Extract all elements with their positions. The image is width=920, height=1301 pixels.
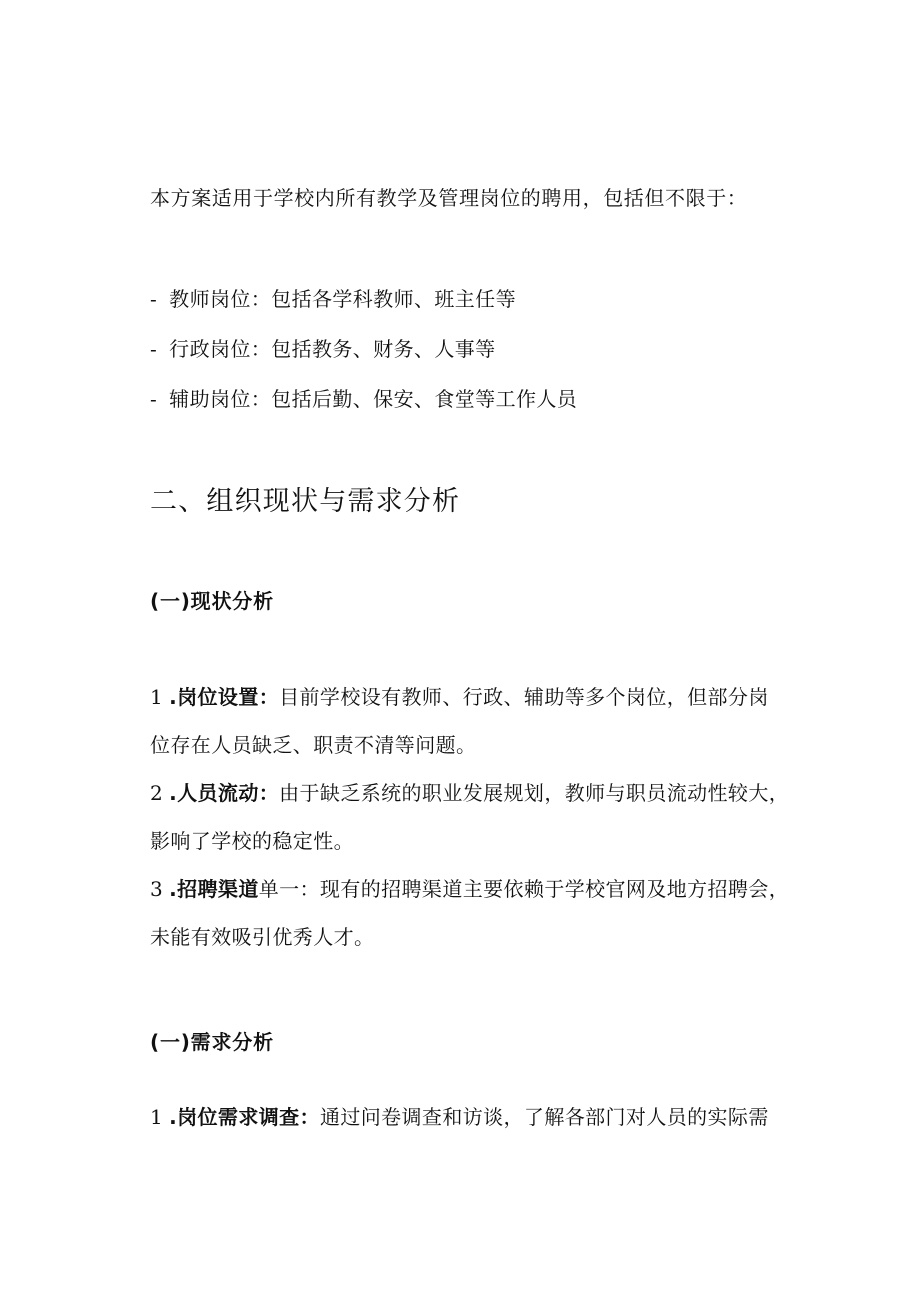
scope-list-item: - 教师岗位：包括各学科教师、班主任等 — [150, 287, 516, 311]
subsection-heading-needs: (一)需求分析 — [150, 1030, 274, 1054]
status-item-3-line1: 3 .招聘渠道单一：现有的招聘渠道主要依赖于学校官网及地方招聘会， — [150, 877, 790, 901]
status-item-1-line1: 1 .岗位设置：目前学校设有教师、行政、辅助等多个岗位，但部分岗 — [150, 685, 769, 709]
needs-item-1-line1: 1 .岗位需求调查：通过问卷调查和访谈，了解各部门对人员的实际需 — [150, 1105, 769, 1129]
scope-list-item: - 辅助岗位：包括后勤、保安、食堂等工作人员 — [150, 387, 578, 411]
list-dash: - — [150, 387, 158, 411]
scope-list-item: - 行政岗位：包括教务、财务、人事等 — [150, 337, 496, 361]
list-dash: - — [150, 287, 158, 311]
list-dash: - — [150, 337, 158, 361]
subsection-heading-status: (一)现状分析 — [150, 589, 274, 613]
status-item-2-line2: 影响了学校的稳定性。 — [150, 829, 354, 853]
section-heading: 二、组织现状与需求分析 — [150, 486, 461, 517]
status-item-3-line2: 未能有效吸引优秀人才。 — [150, 925, 375, 949]
status-item-1-line2: 位存在人员缺乏、职责不清等问题。 — [150, 733, 477, 757]
status-item-2-line1: 2 .人员流动：由于缺乏系统的职业发展规划，教师与职员流动性较大， — [150, 781, 790, 805]
intro-paragraph: 本方案适用于学校内所有教学及管理岗位的聘用，包括但不限于： — [150, 186, 748, 210]
